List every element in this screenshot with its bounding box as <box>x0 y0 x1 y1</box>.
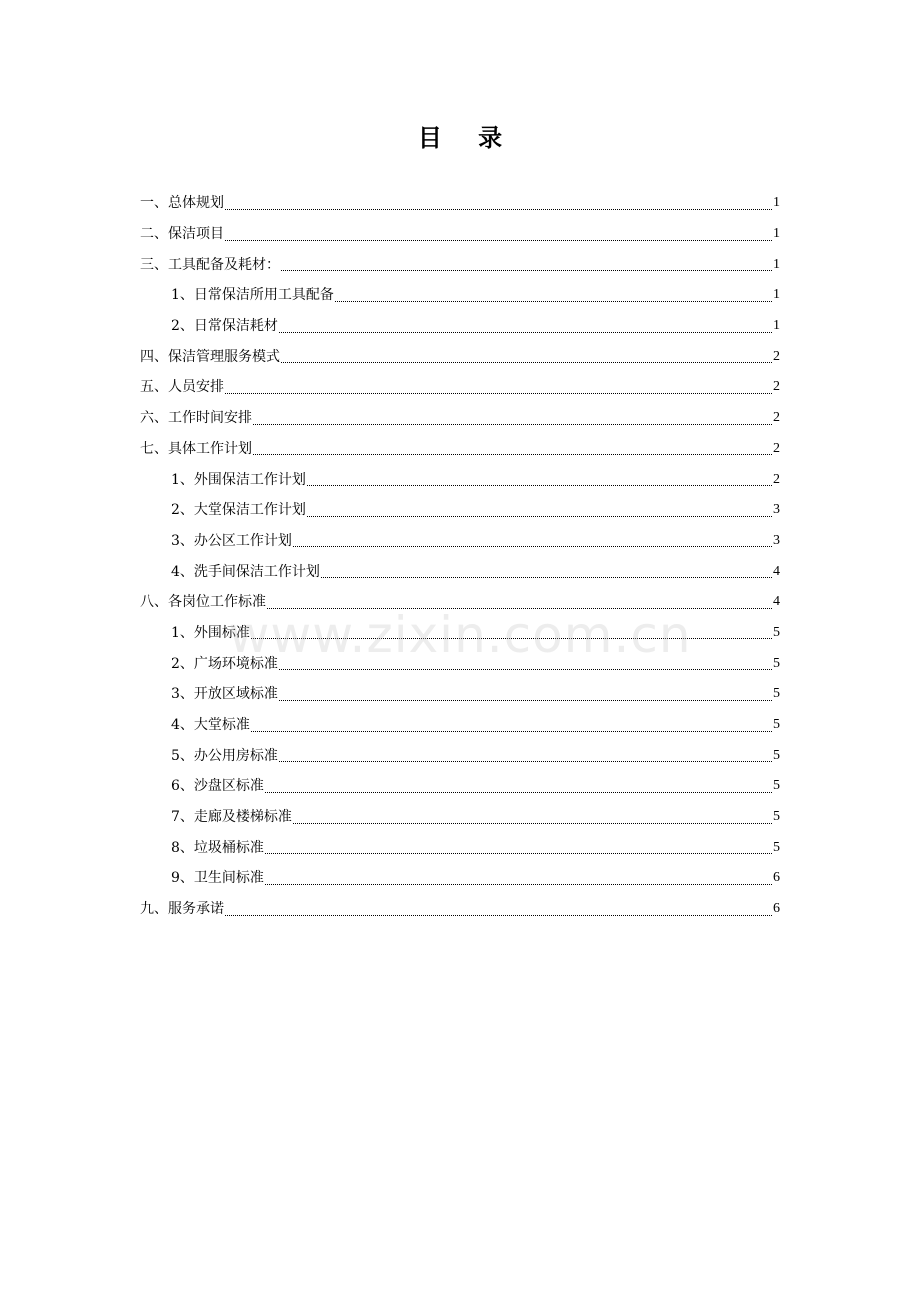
toc-entry-page-number: 1 <box>773 287 780 303</box>
toc-dot-leader <box>265 792 772 793</box>
toc-entry-page-number: 6 <box>773 901 780 917</box>
toc-entry-label: 七、具体工作计划 <box>140 440 252 457</box>
toc-entry-label: 三、工具配备及耗材： <box>140 256 280 273</box>
toc-entry[interactable] <box>140 894 780 925</box>
toc-entry[interactable] <box>140 618 780 649</box>
toc-entry-page-number: 1 <box>773 256 780 272</box>
toc-entry-page-number: 1 <box>773 195 780 211</box>
toc-dot-leader <box>281 362 772 363</box>
toc-entry[interactable] <box>140 464 780 495</box>
toc-entry-page-number: 1 <box>773 226 780 242</box>
toc-dot-leader <box>279 332 772 333</box>
toc-dot-leader <box>253 424 772 425</box>
toc-dot-leader <box>335 301 772 302</box>
toc-entry-page-number: 2 <box>773 379 780 395</box>
toc-entry-label: 六、工作时间安排 <box>140 410 252 427</box>
toc-entry-page-number: 2 <box>773 471 780 487</box>
toc-entry[interactable] <box>140 249 780 280</box>
toc-entry-page-number: 5 <box>773 686 780 702</box>
toc-entry[interactable] <box>140 740 780 771</box>
toc-entry-page-number: 1 <box>773 318 780 334</box>
toc-dot-leader <box>279 669 772 670</box>
toc-list <box>140 188 780 925</box>
toc-entry-page-number: 4 <box>773 563 780 579</box>
toc-entry-label: 1、外围标准 <box>171 624 250 641</box>
toc-entry[interactable] <box>140 188 780 219</box>
toc-dot-leader <box>253 454 772 455</box>
toc-dot-leader <box>265 884 772 885</box>
toc-entry[interactable] <box>140 832 780 863</box>
toc-entry-label: 5、办公用房标准 <box>171 747 278 764</box>
toc-dot-leader <box>225 915 772 916</box>
toc-entry-label: 6、沙盘区标准 <box>171 778 264 795</box>
toc-dot-leader <box>293 546 772 547</box>
toc-entry-label: 八、各岗位工作标准 <box>140 594 266 611</box>
toc-dot-leader <box>225 209 772 210</box>
toc-entry-label: 四、保洁管理服务模式 <box>140 348 280 365</box>
toc-entry[interactable] <box>140 710 780 741</box>
toc-entry-label: 2、广场环境标准 <box>171 655 278 672</box>
toc-entry[interactable] <box>140 434 780 465</box>
toc-entry[interactable] <box>140 771 780 802</box>
toc-entry[interactable] <box>140 679 780 710</box>
toc-entry-page-number: 5 <box>773 624 780 640</box>
toc-entry-page-number: 5 <box>773 747 780 763</box>
toc-entry-page-number: 5 <box>773 717 780 733</box>
toc-dot-leader <box>279 700 772 701</box>
toc-entry-label: 五、人员安排 <box>140 379 224 396</box>
toc-entry[interactable] <box>140 280 780 311</box>
toc-dot-leader <box>293 823 772 824</box>
toc-entry[interactable] <box>140 648 780 679</box>
toc-dot-leader <box>265 853 772 854</box>
toc-entry[interactable] <box>140 372 780 403</box>
toc-entry-label: 二、保洁项目 <box>140 226 224 243</box>
watermark-text: www.zixin.com.cn <box>228 606 692 664</box>
toc-entry[interactable] <box>140 526 780 557</box>
toc-entry-label: 九、服务承诺 <box>140 901 224 918</box>
toc-dot-leader <box>307 485 772 486</box>
toc-entry-page-number: 5 <box>773 655 780 671</box>
toc-entry-label: 3、开放区域标准 <box>171 686 278 703</box>
toc-entry-page-number: 3 <box>773 502 780 518</box>
toc-dot-leader <box>225 240 772 241</box>
toc-entry[interactable] <box>140 556 780 587</box>
toc-entry[interactable] <box>140 863 780 894</box>
toc-entry-label: 8、垃圾桶标准 <box>171 839 264 856</box>
toc-entry-label: 1、外围保洁工作计划 <box>171 471 306 488</box>
toc-entry[interactable] <box>140 495 780 526</box>
toc-entry-label: 2、日常保洁耗材 <box>171 318 278 335</box>
toc-entry-page-number: 4 <box>773 594 780 610</box>
toc-dot-leader <box>225 393 772 394</box>
toc-entry[interactable] <box>140 587 780 618</box>
toc-dot-leader <box>251 638 772 639</box>
toc-entry-page-number: 5 <box>773 809 780 825</box>
toc-entry-label: 1、日常保洁所用工具配备 <box>171 287 334 304</box>
toc-entry-page-number: 3 <box>773 532 780 548</box>
toc-entry-page-number: 5 <box>773 839 780 855</box>
page-title: 目 录 <box>417 124 517 152</box>
toc-entry[interactable] <box>140 403 780 434</box>
toc-dot-leader <box>281 270 772 271</box>
toc-entry-label: 一、总体规划 <box>140 195 224 212</box>
toc-entry[interactable] <box>140 219 780 250</box>
toc-entry-page-number: 2 <box>773 348 780 364</box>
toc-dot-leader <box>267 608 772 609</box>
toc-entry-label: 3、办公区工作计划 <box>171 532 292 549</box>
toc-entry[interactable] <box>140 311 780 342</box>
toc-entry-label: 9、卫生间标准 <box>171 870 264 887</box>
toc-dot-leader <box>307 516 772 517</box>
toc-entry[interactable] <box>140 802 780 833</box>
toc-entry-page-number: 6 <box>773 870 780 886</box>
toc-entry-label: 7、走廊及楼梯标准 <box>171 809 292 826</box>
toc-entry-page-number: 5 <box>773 778 780 794</box>
toc-entry-page-number: 2 <box>773 410 780 426</box>
toc-dot-leader <box>321 577 772 578</box>
toc-entry-label: 4、洗手间保洁工作计划 <box>171 563 320 580</box>
toc-entry-page-number: 2 <box>773 440 780 456</box>
toc-entry-label: 2、大堂保洁工作计划 <box>171 502 306 519</box>
toc-entry[interactable] <box>140 341 780 372</box>
toc-entry-label: 4、大堂标准 <box>171 717 250 734</box>
toc-dot-leader <box>279 761 772 762</box>
toc-dot-leader <box>251 731 772 732</box>
